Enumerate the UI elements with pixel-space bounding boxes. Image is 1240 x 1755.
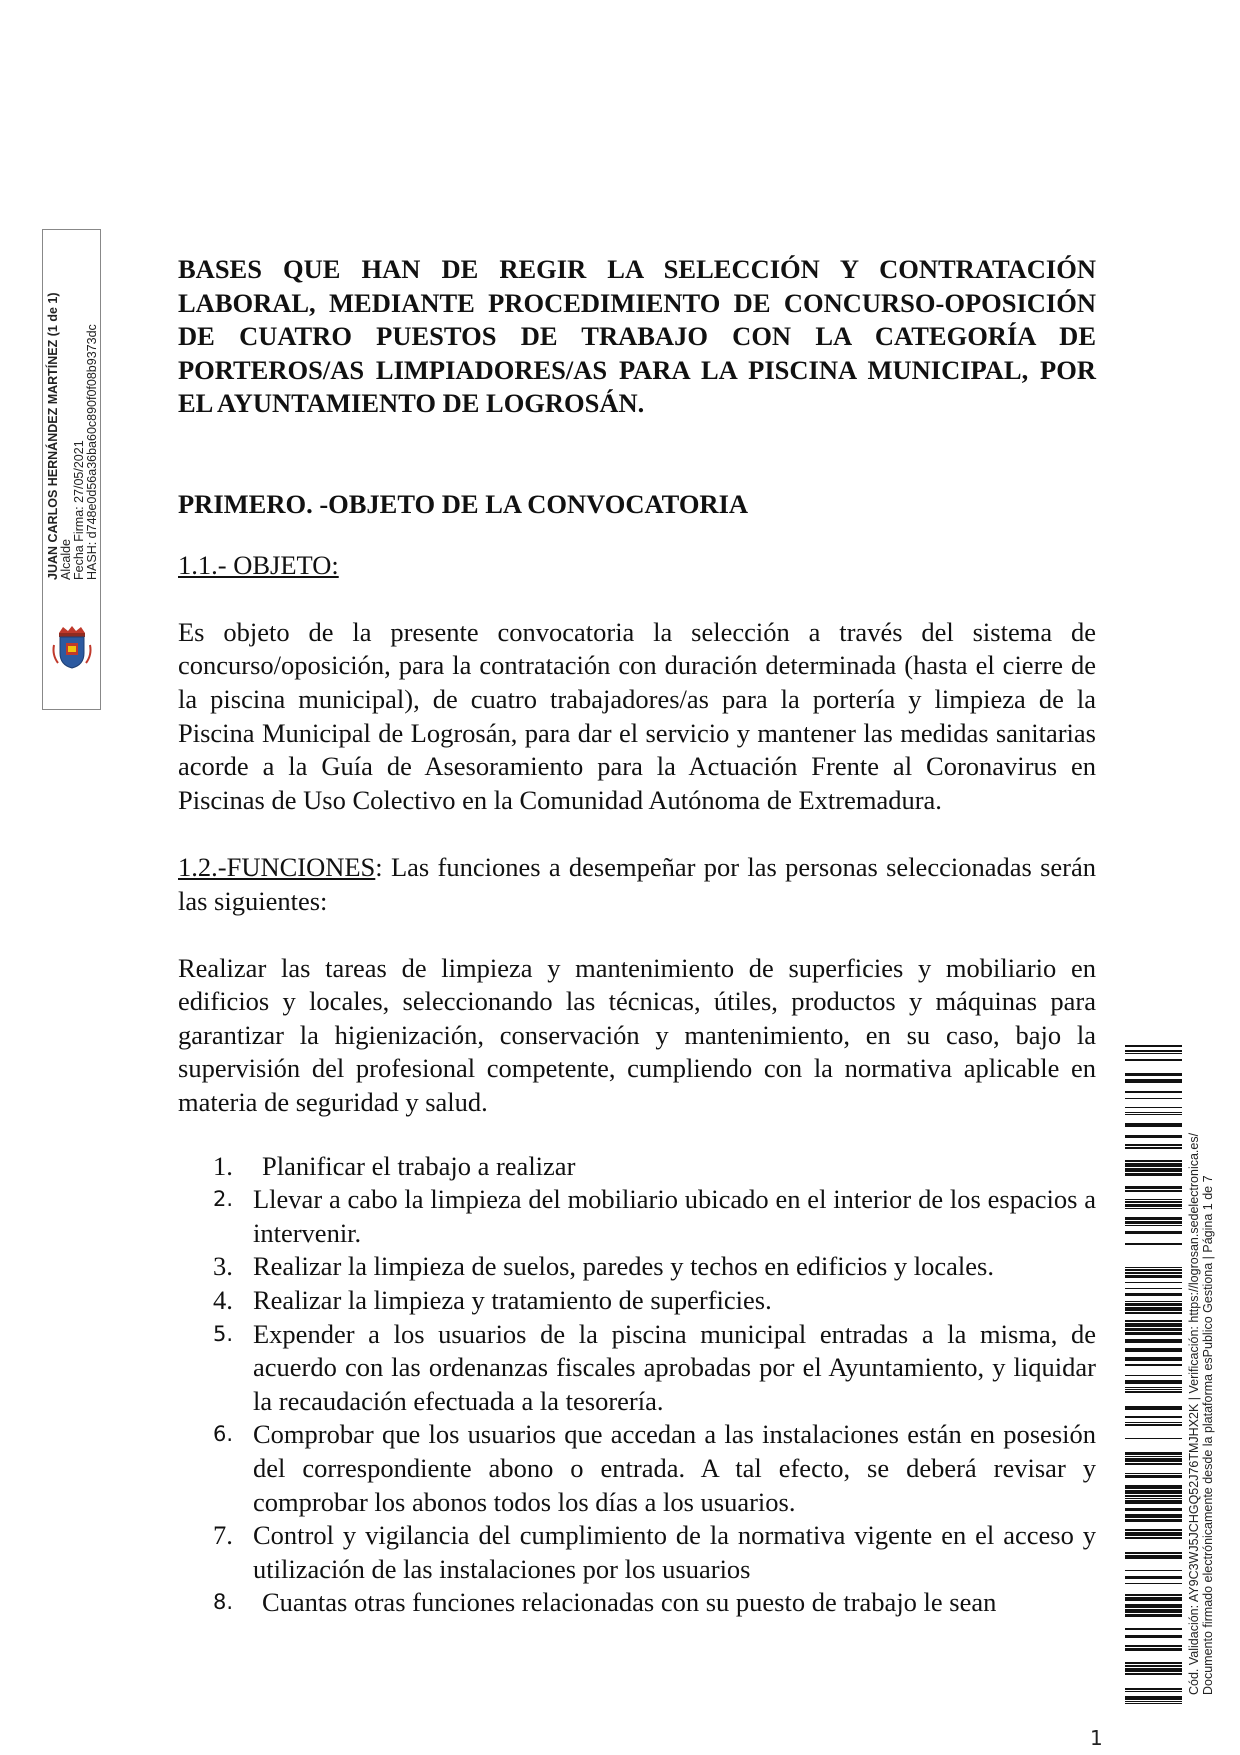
barcode-bar bbox=[1125, 1668, 1182, 1672]
objeto-paragraph: Es objeto de la presente convocatoria la selección a través del sistema de concurso/oposición, para la contratación con duración determinada (hasta el cierre de la piscina municipal), de cuatro trabajadores/as para la portería y limpieza de la Piscina Municipal de Logrosán, para dar el servicio y mantener las medidas sanitarias acorde a la Guía de Asesoramiento para la Actuación Frente al Coronavirus en Piscinas de Uso Colectivo en la Comunidad Autónoma de Extremadura. bbox=[178, 616, 1096, 815]
barcode-bar bbox=[1125, 1500, 1182, 1504]
barcode-bar bbox=[1125, 1389, 1182, 1390]
barcode-bar bbox=[1125, 1416, 1182, 1418]
barcode-bar bbox=[1125, 1301, 1182, 1302]
barcode-bar bbox=[1125, 1662, 1182, 1664]
functions-list bbox=[178, 1150, 1096, 1620]
barcode-bar bbox=[1125, 1091, 1182, 1093]
barcode-bar bbox=[1125, 1073, 1182, 1076]
signature-date: Fecha Firma: 27/05/2021 bbox=[72, 440, 86, 580]
barcode-bar bbox=[1125, 1303, 1182, 1306]
barcode-bar bbox=[1125, 1339, 1182, 1343]
barcode-bar bbox=[1125, 1160, 1182, 1162]
barcode-bar bbox=[1125, 1691, 1182, 1692]
barcode-bar bbox=[1125, 1225, 1182, 1226]
barcode-bar bbox=[1125, 1332, 1182, 1335]
barcode-bar bbox=[1125, 1628, 1182, 1630]
barcode-bar bbox=[1125, 1594, 1182, 1596]
section-heading-primero: PRIMERO. -OBJETO DE LA CONVOCATORIA bbox=[178, 488, 749, 519]
barcode-bar bbox=[1125, 1475, 1182, 1478]
barcode-bar bbox=[1125, 1293, 1182, 1296]
barcode-bar bbox=[1125, 1098, 1182, 1099]
barcode-bar bbox=[1125, 1288, 1182, 1289]
barcode-bar bbox=[1125, 1555, 1182, 1559]
barcode-bar bbox=[1125, 1204, 1182, 1207]
barcode-bar bbox=[1125, 1328, 1182, 1331]
barcode-bar bbox=[1125, 1123, 1182, 1127]
barcode-bar bbox=[1125, 1614, 1182, 1617]
barcode-bar bbox=[1125, 1391, 1182, 1393]
barcode-bar bbox=[1125, 1537, 1182, 1539]
barcode-bar bbox=[1125, 1059, 1182, 1061]
barcode-bar bbox=[1125, 1519, 1182, 1522]
barcode-bar bbox=[1125, 1490, 1182, 1494]
barcode-bar bbox=[1125, 1144, 1182, 1146]
barcode-bar bbox=[1125, 1387, 1182, 1388]
signature-text bbox=[47, 292, 99, 580]
funciones-intro: : Las funciones a desempeñar por las personas seleccionadas serán las siguientes: bbox=[178, 851, 1096, 916]
barcode-bar bbox=[1125, 1463, 1182, 1465]
barcode-bar bbox=[1125, 1485, 1182, 1489]
barcode-bar bbox=[1125, 1529, 1182, 1531]
barcode-bar bbox=[1125, 1703, 1182, 1704]
list-item: 6. Comprobar que los usuarios que accedan a las instalaciones están en posesión del correspondiente abono o entrada. A tal efecto, se deberá revisar y comprobar los abonos todos los días a los usuarios. bbox=[213, 1419, 1096, 1517]
barcode-bar bbox=[1125, 1135, 1182, 1138]
barcode-bar bbox=[1125, 1320, 1182, 1322]
barcode-bar bbox=[1125, 1635, 1182, 1638]
barcode-bar bbox=[1125, 1583, 1182, 1584]
validation-platform: Documento firmado electrónicamente desde la plataforma esPublico Gestiona | Página 1 de 7 bbox=[1201, 1175, 1215, 1695]
list-item: 8. Cuantas otras funciones relacionadas con su puesto de trabajo le sean bbox=[213, 1587, 997, 1618]
barcode-bar bbox=[1125, 1532, 1182, 1536]
list-item: 2. Llevar a cabo la limpieza del mobiliario ubicado en el interior de los espacios a intervenir. bbox=[213, 1184, 1096, 1248]
barcode-bar bbox=[1125, 1570, 1182, 1571]
signer-name: JUAN CARLOS HERNÁNDEZ MARTÍNEZ (1 de 1) bbox=[46, 292, 60, 580]
barcode-bar bbox=[1125, 1114, 1182, 1115]
barcode-bar bbox=[1125, 1168, 1182, 1172]
barcode-bar bbox=[1125, 1186, 1182, 1189]
barcode-bar bbox=[1125, 1498, 1182, 1499]
barcode-bar bbox=[1125, 1208, 1182, 1209]
barcode-bar bbox=[1125, 1364, 1182, 1366]
barcode-bar bbox=[1125, 1665, 1182, 1667]
barcode-bar bbox=[1125, 1688, 1182, 1690]
barcode-bar bbox=[1125, 1495, 1182, 1497]
barcode-bar bbox=[1125, 1079, 1182, 1083]
barcode-bar bbox=[1125, 1508, 1182, 1511]
list-item: 3. Realizar la limpieza de suelos, paredes y techos en edificios y locales. bbox=[213, 1251, 994, 1282]
barcode-bar bbox=[1125, 1406, 1182, 1410]
signer-role: Alcalde bbox=[59, 539, 73, 580]
barcode-bar bbox=[1125, 1456, 1182, 1457]
barcode-bar bbox=[1125, 1231, 1182, 1234]
barcode-bar bbox=[1125, 1045, 1182, 1047]
document-body bbox=[178, 253, 1096, 1620]
subsection-heading-objeto: 1.1.- OBJETO: bbox=[178, 549, 339, 580]
barcode-bar bbox=[1125, 1673, 1182, 1675]
barcode-bar bbox=[1125, 1438, 1182, 1439]
validation-barcode bbox=[1125, 1045, 1182, 1705]
barcode-bar bbox=[1125, 1380, 1182, 1384]
barcode-bar bbox=[1125, 1458, 1182, 1462]
barcode-bar bbox=[1125, 1576, 1182, 1579]
barcode-bar bbox=[1125, 1312, 1182, 1314]
barcode-bar bbox=[1125, 1221, 1182, 1224]
barcode-bar bbox=[1125, 1147, 1182, 1149]
barcode-bar bbox=[1125, 1552, 1182, 1554]
barcode-bar bbox=[1125, 1053, 1182, 1054]
list-item: 1. Planificar el trabajo a realizar bbox=[213, 1150, 576, 1181]
barcode-bar bbox=[1125, 1269, 1182, 1271]
barcode-bar bbox=[1125, 1375, 1182, 1376]
barcode-bar bbox=[1125, 1648, 1182, 1651]
barcode-bar bbox=[1125, 1307, 1182, 1311]
barcode-bar bbox=[1125, 1243, 1182, 1245]
signature-stamp bbox=[42, 229, 101, 710]
barcode-bar bbox=[1125, 1112, 1182, 1113]
barcode-bar bbox=[1125, 1201, 1182, 1203]
validation-text bbox=[1187, 1133, 1215, 1695]
coat-of-arms-icon bbox=[49, 625, 95, 669]
barcode-bar bbox=[1125, 1217, 1182, 1220]
tasks-paragraph: Realizar las tareas de limpieza y mantenimiento de superficies y mobiliario en edificios y locales, seleccionando las técnicas, útiles, productos y máquinas para garantizar la higienización, conservación y mantenimiento, en su caso, bajo la supervisión del profesional competente, cumpliendo con la normativa aplicable en materia de seguridad y salud. bbox=[178, 952, 1096, 1118]
barcode-bar bbox=[1125, 1267, 1182, 1268]
barcode-bar bbox=[1125, 1514, 1182, 1518]
barcode-bar bbox=[1125, 1696, 1182, 1700]
barcode-bar bbox=[1125, 1604, 1182, 1608]
barcode-bar bbox=[1125, 1609, 1182, 1613]
subsection-heading-funciones: 1.2.-FUNCIONES bbox=[178, 851, 376, 882]
list-item: 5. Expender a los usuarios de la piscina municipal entradas a la misma, de acuerdo con las ordenanzas fiscales aprobadas por el Ayuntamiento, y liquidar la recaudación efectuada a la tesorería. bbox=[213, 1318, 1096, 1416]
barcode-bar bbox=[1125, 1275, 1182, 1278]
barcode-bar bbox=[1125, 1348, 1182, 1352]
barcode-bar bbox=[1125, 1190, 1182, 1192]
barcode-bar bbox=[1125, 1597, 1182, 1601]
barcode-bar bbox=[1125, 1107, 1182, 1108]
funciones-paragraph bbox=[178, 851, 1096, 918]
barcode-bar bbox=[1125, 1282, 1182, 1283]
barcode-bar bbox=[1125, 1645, 1182, 1647]
barcode-bar bbox=[1125, 1050, 1182, 1052]
barcode-bar bbox=[1125, 1272, 1182, 1274]
barcode-bar bbox=[1125, 1357, 1182, 1361]
list-item: 4. Realizar la limpieza y tratamiento de superficies. bbox=[213, 1285, 772, 1316]
barcode-bar bbox=[1125, 1163, 1182, 1167]
barcode-bar bbox=[1125, 1199, 1182, 1200]
barcode-bar bbox=[1125, 1173, 1182, 1176]
barcode-bar bbox=[1125, 1701, 1182, 1702]
barcode-bar bbox=[1125, 1323, 1182, 1327]
barcode-bar bbox=[1125, 1452, 1182, 1455]
barcode-bar bbox=[1125, 1473, 1182, 1474]
validation-code: Cód. Validación: AY9C3WJ5JCHGQ52J76TMJHX2K | Verificación: https://logrosan.sedelectronica.es/ bbox=[1187, 1132, 1201, 1695]
document-title: BASES QUE HAN DE REGIR LA SELECCIÓN Y CONTRATACIÓN LABORAL, MEDIANTE PROCEDIMIENTO DE CONCURSO-OPOSICIÓN DE CUATRO PUESTOS DE TRABAJO CON LA CATEGORÍA DE PORTEROS/AS LIMPIADORES/AS PARA LA PISCINA MUNICIPAL, POR EL AYUNTAMIENTO DE LOGROSÁN. bbox=[178, 254, 1096, 419]
barcode-bar bbox=[1125, 1424, 1182, 1426]
list-item: 7. Control y vigilancia del cumplimiento de la normativa vigente en el acceso y utilización de las instalaciones por los usuarios bbox=[213, 1520, 1096, 1584]
signature-hash: HASH: d748e0d56a36ba60c890f0f08b9373dc bbox=[85, 324, 99, 580]
page-number: 1 bbox=[1090, 1726, 1103, 1750]
barcode-bar bbox=[1125, 1422, 1182, 1423]
